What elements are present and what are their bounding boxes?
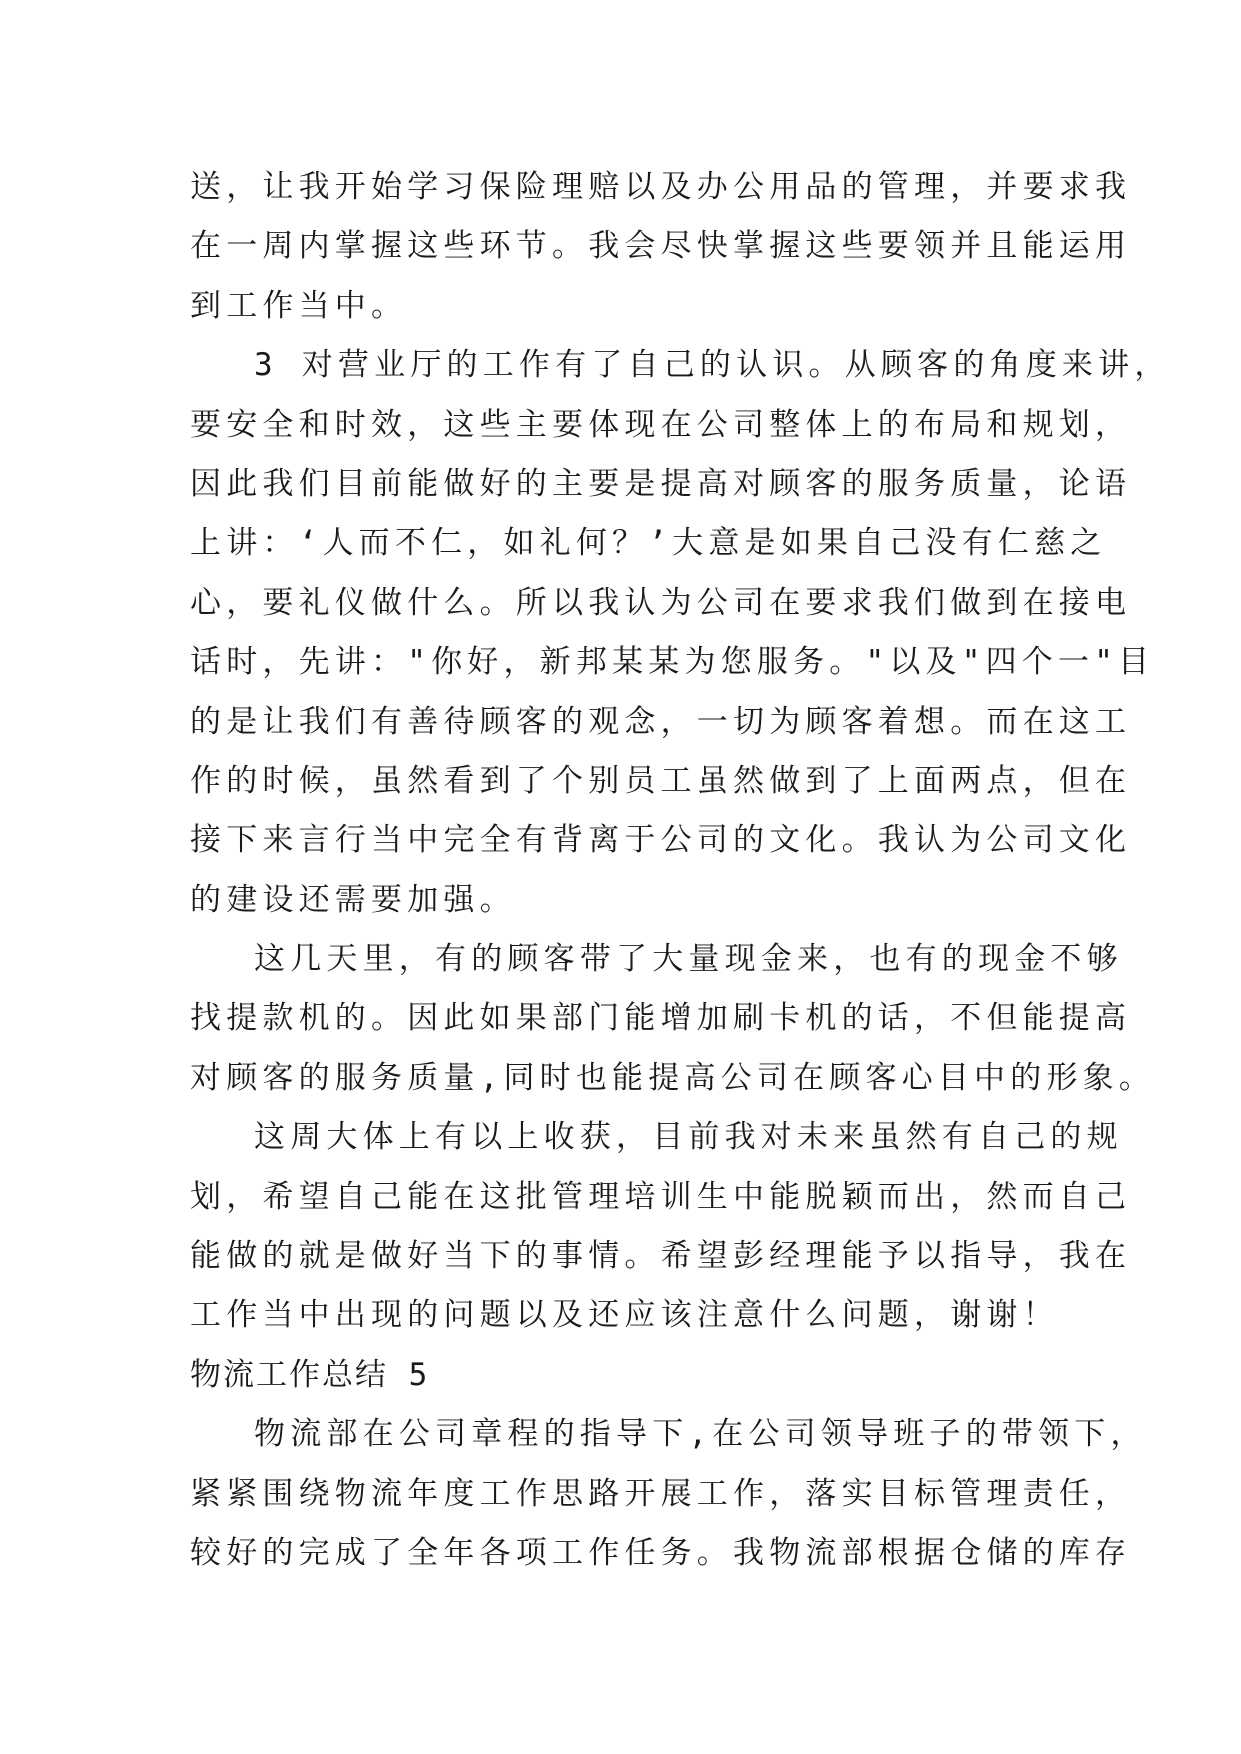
- text-line: 划，希望自己能在这批管理培训生中能脱颖而出，然而自己: [190, 1178, 1132, 1215]
- text-line: 的是让我们有善待顾客的观念，一切为顾客着想。而在这工: [190, 703, 1132, 740]
- paragraph-start-line: 3 对营业厅的工作有了自己的认识。从顾客的角度来讲，: [254, 347, 1171, 384]
- text-line: 话时，先讲："你好，新邦某某为您服务。"以及"四个一"目: [190, 644, 1155, 681]
- text-line: 对顾客的服务质量,同时也能提高公司在顾客心目中的形象。: [190, 1059, 1156, 1096]
- text-line: 送，让我开始学习保险理赔以及办公用品的管理，并要求我: [190, 169, 1132, 205]
- text-line: 上讲：‘人而不仁，如礼何？’大意是如果自己没有仁慈之: [190, 525, 1107, 562]
- section-heading: 物流工作总结 5: [190, 1356, 430, 1393]
- text-line: 较好的完成了全年各项工作任务。我物流部根据仓储的库存: [190, 1534, 1132, 1571]
- text-line: 作的时候，虽然看到了个别员工虽然做到了上面两点，但在: [190, 762, 1132, 799]
- paragraph-start-line: 物流部在公司章程的指导下,在公司领导班子的带领下，: [254, 1416, 1147, 1453]
- paragraph-start-line: 这周大体上有以上收获，目前我对未来虽然有自己的规: [254, 1119, 1123, 1156]
- text-line: 能做的就是做好当下的事情。希望彭经理能予以指导，我在: [190, 1238, 1132, 1275]
- text-line: 心，要礼仪做什么。所以我认为公司在要求我们做到在接电: [190, 584, 1132, 621]
- text-line: 因此我们目前能做好的主要是提高对顾客的服务质量，论语: [190, 465, 1132, 502]
- text-line: 紧紧围绕物流年度工作思路开展工作，落实目标管理责任，: [190, 1475, 1132, 1512]
- paragraph-start-line: 这几天里，有的顾客带了大量现金来，也有的现金不够: [254, 941, 1123, 978]
- text-line: 的建设还需要加强。: [190, 881, 516, 918]
- document-body: [190, 158, 1171, 1583]
- text-line: 要安全和时效，这些主要体现在公司整体上的布局和规划，: [190, 406, 1132, 443]
- text-line: 在一周内掌握这些环节。我会尽快掌握这些要领并且能运用: [190, 228, 1132, 265]
- text-line: 找提款机的。因此如果部门能增加刷卡机的话，不但能提高: [190, 1000, 1132, 1037]
- text-line: 工作当中出现的问题以及还应该注意什么问题，谢谢！: [190, 1297, 1059, 1334]
- text-line: 到工作当中。: [190, 287, 408, 324]
- text-line: 接下来言行当中完全有背离于公司的文化。我认为公司文化: [190, 822, 1132, 859]
